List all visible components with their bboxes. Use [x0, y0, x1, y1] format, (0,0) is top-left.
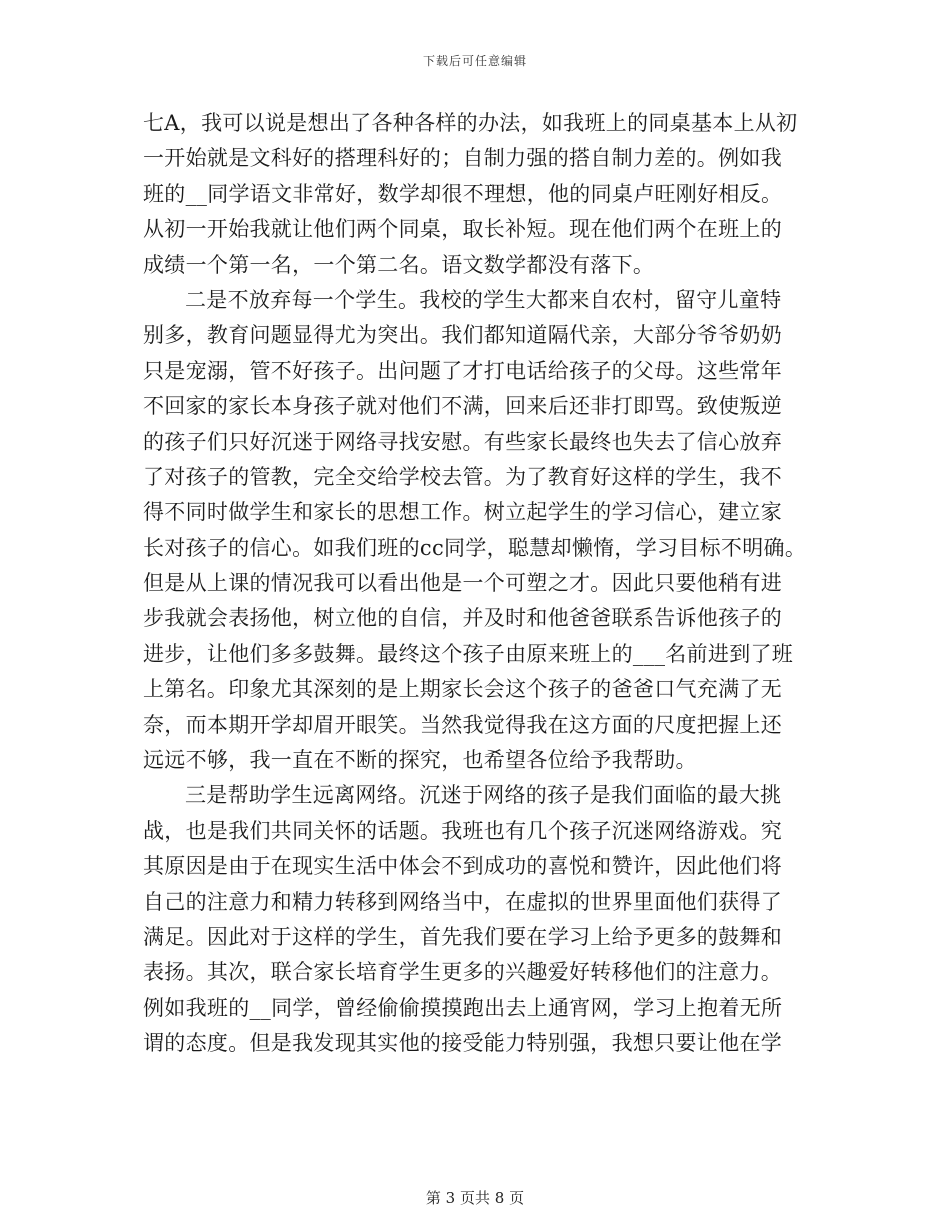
paragraph-1 [143, 106, 815, 283]
document-body [143, 106, 815, 1062]
text-line: 进步，让他们多多鼓舞。最终这个孩子由原来班上的___名前进到了班 [143, 641, 794, 666]
text-line: 一开始就是文科好的搭理科好的；自制力强的搭自制力差的。例如我 [143, 146, 782, 171]
text-line: 二是不放弃每一个学生。我校的学生大都来自农村，留守儿童特 [185, 287, 782, 312]
text-line: 的孩子们只好沉迷于网络寻找安慰。有些家长最终也失去了信心放弃 [143, 429, 782, 454]
text-line: 远远不够，我一直在不断的探究，也希望各位给予我帮助。 [143, 748, 697, 773]
text-line: 了对孩子的管教，完全交给学校去管。为了教育好这样的学生，我不 [143, 464, 782, 489]
text-line: 成绩一个第一名，一个第二名。语文数学都没有落下。 [143, 252, 655, 277]
text-line: 步我就会表扬他，树立他的自信，并及时和他爸爸联系告诉他孩子的 [143, 606, 782, 631]
page-footer: 第 3 页共 8 页 [425, 1189, 525, 1207]
text-line: 只是宠溺，管不好孩子。出问题了才打电话给孩子的父母。这些常年 [143, 358, 782, 383]
text-line: 长对孩子的信心。如我们班的cc同学，聪慧却懒惰，学习目标不明确。 [143, 535, 807, 560]
text-line: 三是帮助学生远离网络。沉迷于网络的孩子是我们面临的最大挑 [185, 783, 782, 808]
text-line: 战，也是我们共同关怀的话题。我班也有几个孩子沉迷网络游戏。究 [143, 818, 782, 843]
paragraph-3 [143, 778, 815, 1061]
text-line: 但是从上课的情况我可以看出他是一个可塑之才。因此只要他稍有进 [143, 571, 782, 596]
page-header: 下载后可任意编辑 [422, 54, 527, 68]
text-line: 从初一开始我就让他们两个同桌，取长补短。现在他们两个在班上的 [143, 217, 782, 242]
text-line: 不回家的家长本身孩子就对他们不满，回来后还非打即骂。致使叛逆 [143, 394, 782, 419]
paragraph-2 [143, 283, 815, 778]
text-line: 其原因是由于在现实生活中体会不到成功的喜悦和赞许，因此他们将 [143, 854, 782, 879]
text-line: 表扬。其次，联合家长培育学生更多的兴趣爱好转移他们的注意力。 [143, 960, 782, 985]
text-line: 得不同时做学生和家长的思想工作。树立起学生的学习信心，建立家 [143, 500, 782, 525]
text-line: 别多，教育问题显得尤为突出。我们都知道隔代亲，大部分爷爷奶奶 [143, 323, 782, 348]
text-line: 谓的态度。但是我发现其实他的接受能力特别强，我想只要让他在学 [143, 1031, 782, 1056]
text-line: 班的__同学语文非常好，数学却很不理想，他的同桌卢旺刚好相反。 [143, 181, 783, 206]
text-line: 自己的注意力和精力转移到网络当中，在虚拟的世界里面他们获得了 [143, 889, 782, 914]
text-line: 奈，而本期开学却眉开眼笑。当然我觉得我在这方面的尺度把握上还 [143, 712, 782, 737]
text-line: 上第名。印象尤其深刻的是上期家长会这个孩子的爸爸口气充满了无 [143, 677, 782, 702]
text-line: 七A，我可以说是想出了各种各样的办法，如我班上的同桌基本上从初 [143, 111, 798, 135]
text-line: 例如我班的__同学，曾经偷偷摸摸跑出去上通宵网，学习上抱着无所 [143, 995, 783, 1020]
text-line: 满足。因此对于这样的学生，首先我们要在学习上给予更多的鼓舞和 [143, 924, 782, 949]
